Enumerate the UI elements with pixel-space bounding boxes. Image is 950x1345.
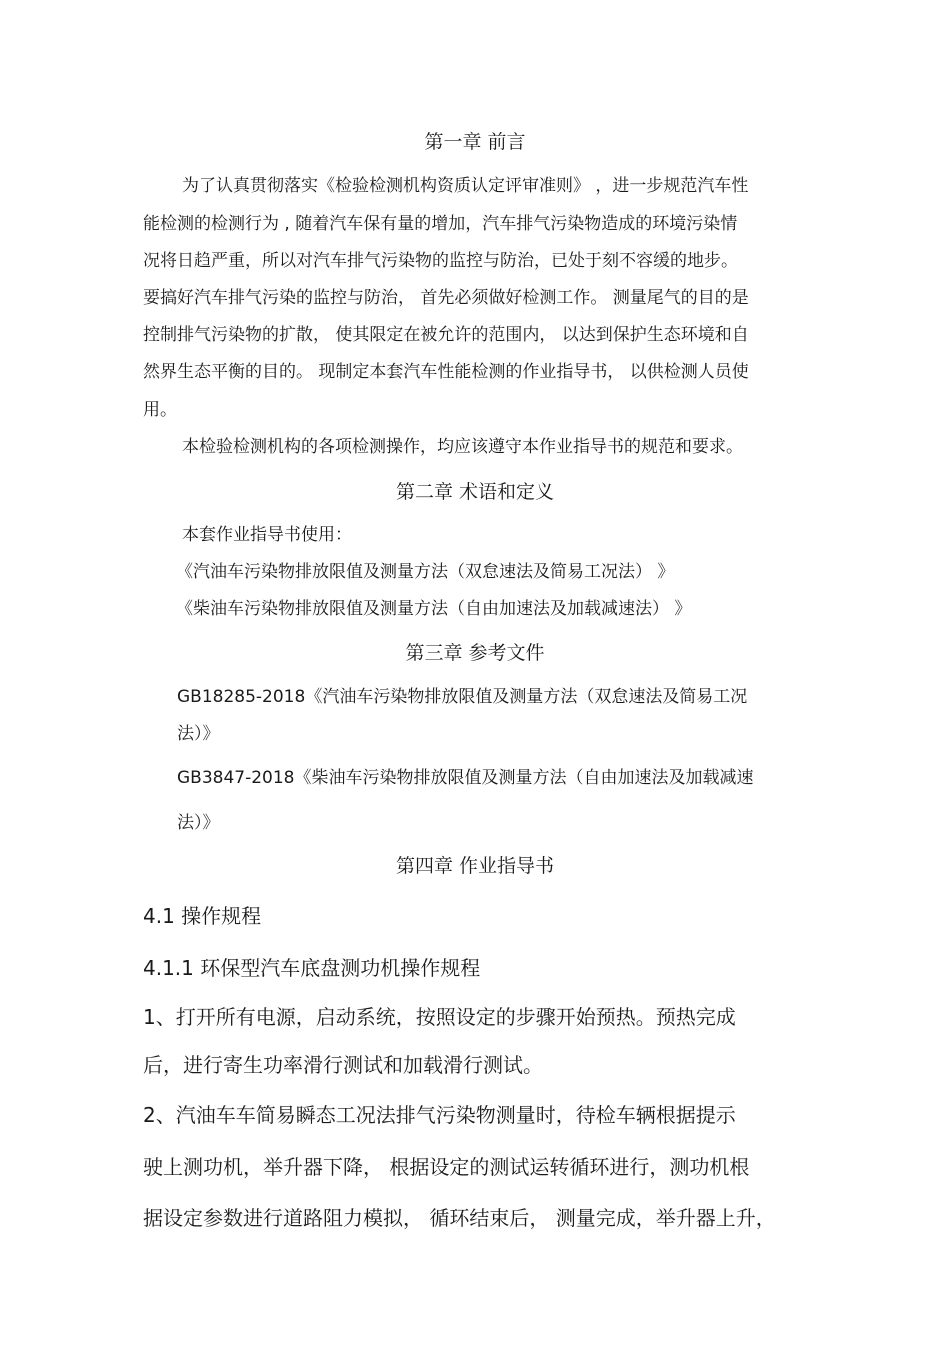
- section-4-1: 4.1 操作规程: [143, 904, 262, 928]
- subsection-4-1-1: 4.1.1 环保型汽车底盘测功机操作规程: [143, 956, 481, 980]
- chapter3-ref-2-line1: GB3847-2018《柴油车污染物排放限值及测量方法（自由加速法及加载减速: [177, 768, 754, 788]
- chapter3-title: 第三章 参考文件: [405, 642, 545, 664]
- step2-line1: 2、汽油车车简易瞬态工况法排气污染物测量时，待检车辆根据提示: [143, 1103, 736, 1127]
- chapter1-para1-line4: 要搞好汽车排气污染的监控与防治， 首先必须做好检测工作。 测量尾气的目的是: [143, 288, 749, 308]
- chapter1-title: 第一章 前言: [424, 131, 526, 153]
- chapter1-para2: 本检验检测机构的各项检测操作，均应该遵守本作业指导书的规范和要求。: [182, 437, 743, 457]
- chapter1-para1-line1: 为了认真贯彻落实《检验检测机构资质认定评审准则》 ，进一步规范汽车性: [182, 176, 749, 196]
- chapter2-title: 第二章 术语和定义: [395, 481, 555, 503]
- chapter1-para1-line3: 况将日趋严重，所以对汽车排气污染物的监控与防治，已处于刻不容缓的地步。: [143, 251, 738, 271]
- chapter2-item-1: 《汽油车污染物排放限值及测量方法（双怠速法及简易工况法） 》: [176, 562, 675, 582]
- step2-line3: 据设定参数进行道路阻力模拟， 循环结束后， 测量完成，举升器上升，: [143, 1206, 776, 1230]
- chapter1-para1-line5: 控制排气污染物的扩散， 使其限定在被允许的范围内， 以达到保护生态环境和自: [143, 325, 749, 345]
- chapter2-intro: 本套作业指导书使用：: [182, 525, 352, 545]
- chapter3-ref-1-line1: GB18285-2018《汽油车污染物排放限值及测量方法（双怠速法及简易工况: [177, 687, 748, 707]
- step1-line1: 1、打开所有电源，启动系统，按照设定的步骤开始预热。预热完成: [143, 1005, 736, 1029]
- chapter1-para1-line6: 然界生态平衡的目的。 现制定本套汽车性能检测的作业指导书， 以供检测人员使: [143, 362, 749, 382]
- chapter3-ref-2-line2: 法）》: [177, 813, 220, 833]
- chapter3-ref-1-line2: 法）》: [177, 724, 220, 744]
- chapter1-para1-line2: 能检测的检测行为 , 随着汽车保有量的增加，汽车排气污染物造成的环境污染情: [143, 214, 738, 234]
- step1-line2: 后，进行寄生功率滑行测试和加载滑行测试。: [143, 1053, 543, 1077]
- step2-line2: 驶上测功机，举升器下降， 根据设定的测试运转循环进行，测功机根: [143, 1155, 750, 1179]
- chapter2-item-2: 《柴油车污染物排放限值及测量方法（自由加速法及加载减速法） 》: [176, 599, 692, 619]
- chapter1-para1-line7: 用。: [143, 400, 177, 420]
- chapter4-title: 第四章 作业指导书: [395, 855, 555, 877]
